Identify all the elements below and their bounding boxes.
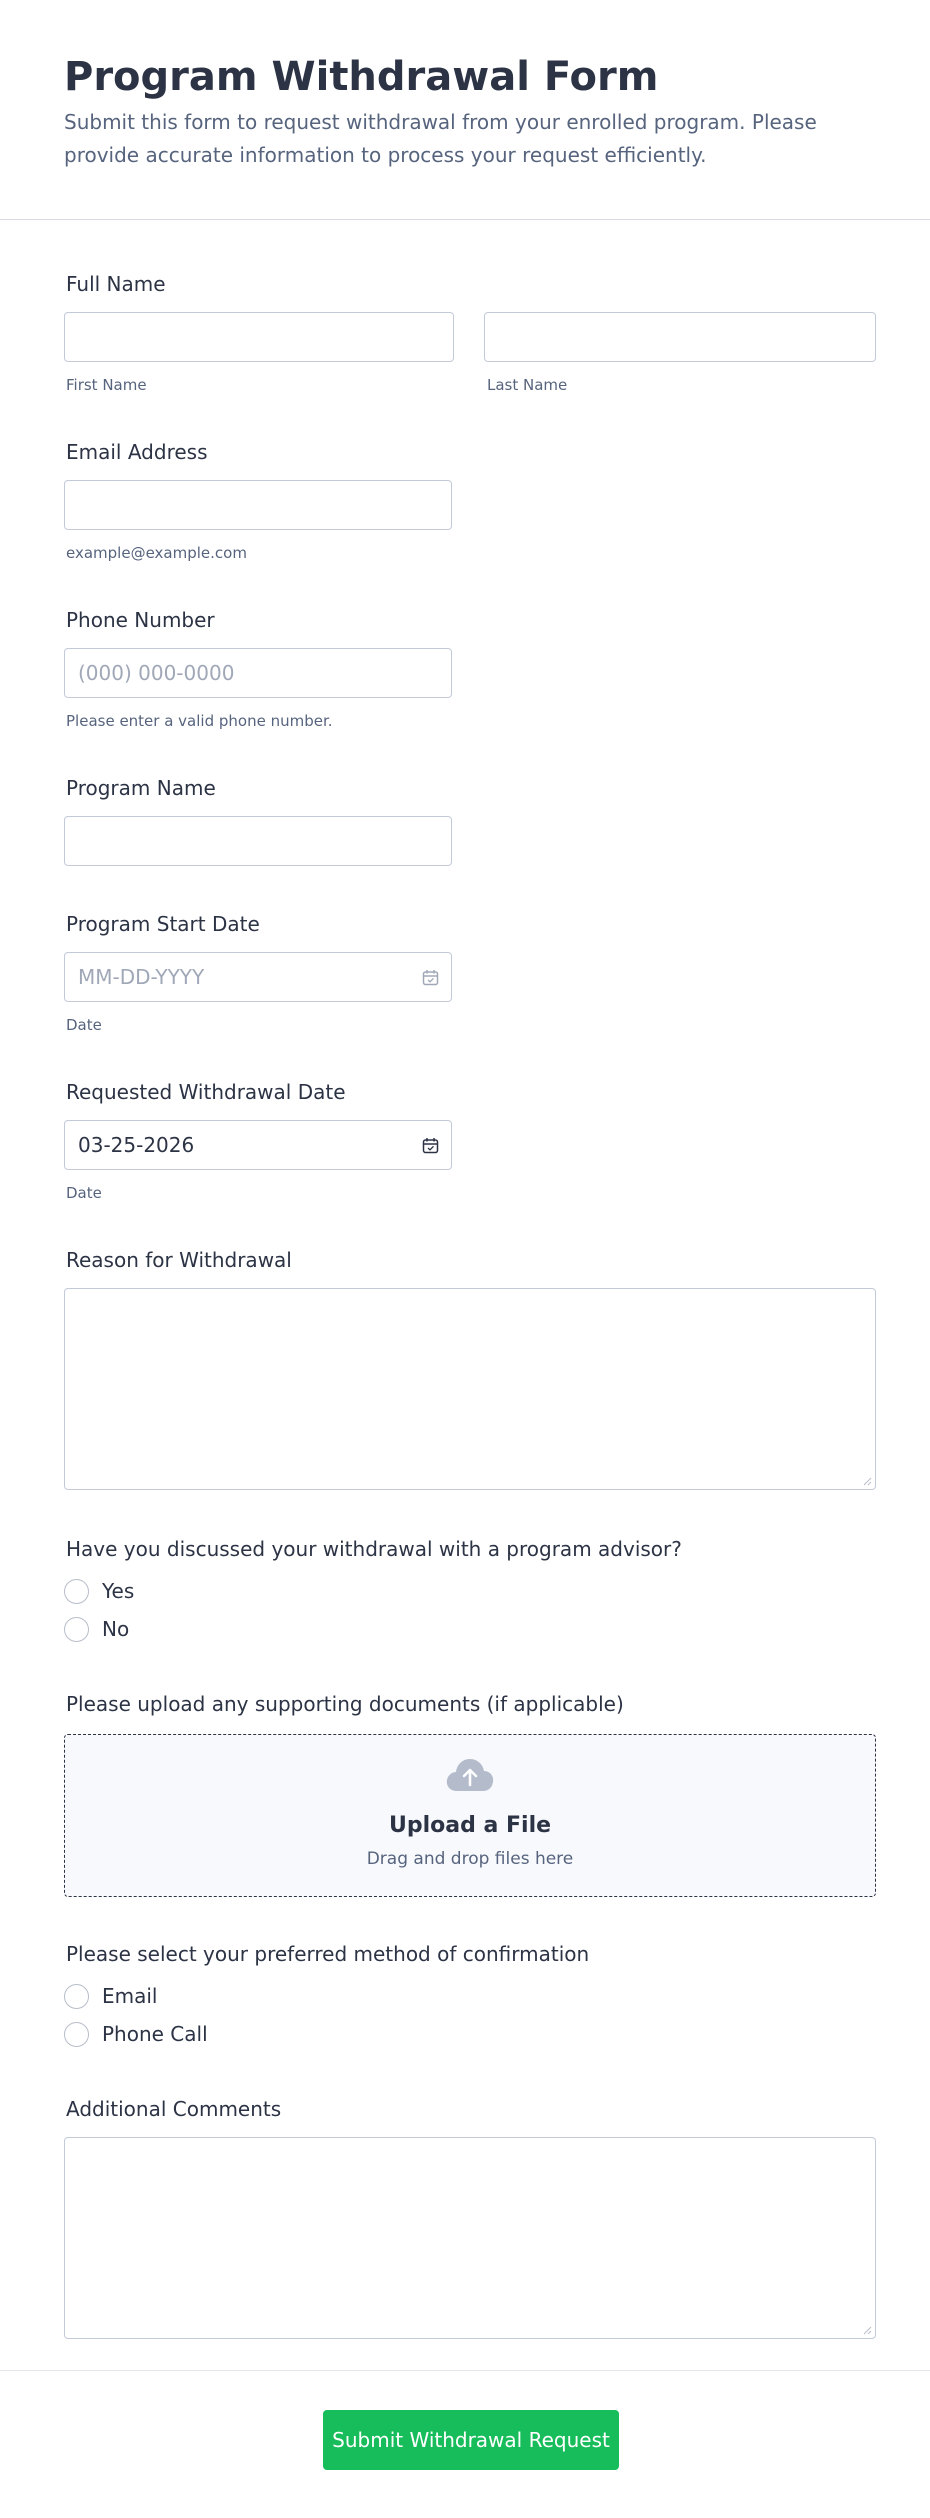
full-name-label: Full Name (66, 272, 166, 296)
email-sublabel: example@example.com (66, 544, 247, 562)
first-name-sublabel: First Name (66, 376, 147, 394)
comments-label: Additional Comments (66, 2097, 282, 2121)
start-date-placeholder: MM-DD-YYYY (78, 965, 205, 989)
calendar-icon[interactable] (422, 969, 439, 986)
resize-handle-icon[interactable] (863, 2326, 872, 2335)
form-subtitle: Submit this form to request withdrawal from your enrolled program. Please provide accurate information to process your request efficiently. (64, 110, 817, 167)
upload-label: Please upload any supporting documents (if applicable) (66, 1692, 624, 1716)
confirmation-option-email[interactable] (64, 1983, 158, 2009)
start-date-input[interactable] (64, 952, 452, 1002)
form-footer (0, 2370, 930, 2518)
reason-textarea[interactable] (64, 1288, 876, 1490)
cloud-upload-icon (445, 1757, 495, 1793)
submit-button[interactable]: Submit Withdrawal Request (323, 2410, 619, 2470)
start-date-sublabel: Date (66, 1016, 102, 1034)
confirmation-option-label: Phone Call (102, 2022, 208, 2046)
email-input[interactable] (64, 480, 452, 530)
phone-sublabel: Please enter a valid phone number. (66, 712, 333, 730)
last-name-input[interactable] (484, 312, 876, 362)
advisor-option-label: Yes (102, 1579, 135, 1603)
phone-placeholder: (000) 000-0000 (78, 661, 235, 685)
withdrawal-date-sublabel: Date (66, 1184, 102, 1202)
confirmation-option-label: Email (102, 1984, 158, 2008)
advisor-option-yes[interactable] (64, 1578, 134, 1604)
file-upload-dropzone[interactable] (64, 1734, 876, 1897)
start-date-label: Program Start Date (66, 912, 260, 936)
email-label: Email Address (66, 440, 208, 464)
calendar-icon[interactable] (422, 1137, 439, 1154)
phone-input[interactable] (64, 648, 452, 698)
confirmation-option-phone-call[interactable] (64, 2021, 208, 2047)
program-name-label: Program Name (66, 776, 216, 800)
comments-textarea[interactable] (64, 2137, 876, 2339)
form-title: Program Withdrawal Form (64, 54, 659, 100)
radio-button[interactable] (64, 1984, 89, 2009)
withdrawal-date-label: Requested Withdrawal Date (66, 1080, 346, 1104)
upload-title: Upload a File (388, 1813, 552, 1838)
radio-button[interactable] (64, 1579, 89, 1604)
last-name-sublabel: Last Name (487, 376, 568, 394)
form-header (0, 0, 930, 220)
withdrawal-date-input[interactable] (64, 1120, 452, 1170)
advisor-option-no[interactable] (64, 1616, 129, 1642)
advisor-option-label: No (102, 1617, 130, 1641)
confirmation-label: Please select your preferred method of confirmation (66, 1942, 590, 1966)
phone-label: Phone Number (66, 608, 215, 632)
withdrawal-date-value: 03-25-2026 (78, 1133, 195, 1157)
radio-button[interactable] (64, 1617, 89, 1642)
resize-handle-icon[interactable] (863, 1477, 872, 1486)
radio-button[interactable] (64, 2022, 89, 2047)
reason-label: Reason for Withdrawal (66, 1248, 292, 1272)
upload-subtitle: Drag and drop files here (366, 1849, 574, 1869)
first-name-input[interactable] (64, 312, 454, 362)
advisor-question-label: Have you discussed your withdrawal with a program advisor? (66, 1537, 682, 1561)
program-name-input[interactable] (64, 816, 452, 866)
